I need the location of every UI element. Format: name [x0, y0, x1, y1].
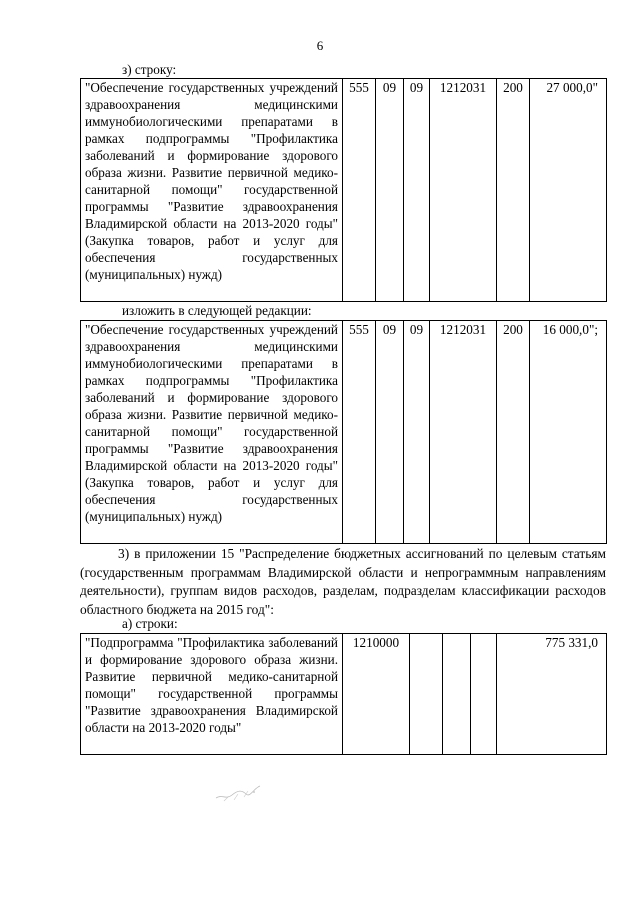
row-name-cell: "Обеспечение государственных учреждений здравоохранения медицинскими иммунобиологическими препаратами в рамках подпрограммы "Профилактика заболеваний и формирование здорового образа жизни. Развитие первичной медико-санитарной помощи" государственной программы "Развитие здравоохранения Владимирской области на 2013-2020 годы" (Закупка товаров, работ и услуг для обеспечения государственных (муниципальных) нужд) [81, 79, 343, 302]
target-article-cell: 1212031 [430, 321, 497, 544]
subsection-cell [471, 634, 497, 755]
target-article-cell: 1210000 [343, 634, 410, 755]
table-new-row [80, 320, 607, 544]
section-z-label: з) строку: [122, 62, 177, 77]
subsection-cell: 09 [404, 321, 430, 544]
table-row [81, 634, 607, 755]
amount-cell: 27 000,0" [530, 79, 607, 302]
target-article-cell: 1212031 [430, 79, 497, 302]
state-label: изложить в следующей редакции: [122, 303, 312, 318]
section-cell: 09 [376, 321, 404, 544]
expense-type-cell: 200 [497, 79, 530, 302]
row-name-cell: "Подпрограмма "Профилактика заболеваний и формирование здорового образа жизни. Развитие первичной медико-санитарной помощи" государственной программы "Развитие здравоохранения Владимирской области на 2013-2020 годы" [81, 634, 343, 755]
table-old-row [80, 78, 607, 302]
ministry-cell: 555 [343, 79, 376, 302]
expense-type-cell [410, 634, 443, 755]
ministry-cell: 555 [343, 321, 376, 544]
table-row [81, 79, 607, 302]
faint-stamp-mark [214, 782, 264, 804]
subsection-cell: 09 [404, 79, 430, 302]
table-subprogram-row [80, 633, 607, 755]
amount-cell: 16 000,0"; [530, 321, 607, 544]
amount-cell: 775 331,0 [497, 634, 607, 755]
row-name-cell: "Обеспечение государственных учреждений здравоохранения медицинскими иммунобиологическими препаратами в рамках подпрограммы "Профилактика заболеваний и формирование здорового образа жизни. Развитие первичной медико-санитарной помощи" государственной программы "Развитие здравоохранения Владимирской области на 2013-2020 годы" (Закупка товаров, работ и услуг для обеспечения государственных (муниципальных) нужд) [81, 321, 343, 544]
section-cell: 09 [376, 79, 404, 302]
table-row [81, 321, 607, 544]
expense-type-cell: 200 [497, 321, 530, 544]
item-a-label: а) строки: [122, 616, 178, 631]
section-cell [443, 634, 471, 755]
item-3-paragraph: 3) в приложении 15 "Распределение бюджетных ассигнований по целевым статьям (государственным программам Владимирской области и непрограммным направлениям деятельности), группам видов расходов, разделам, подразделам классификации расходов областного бюджета на 2015 год": [80, 546, 606, 617]
page-number: 6 [316, 38, 324, 53]
